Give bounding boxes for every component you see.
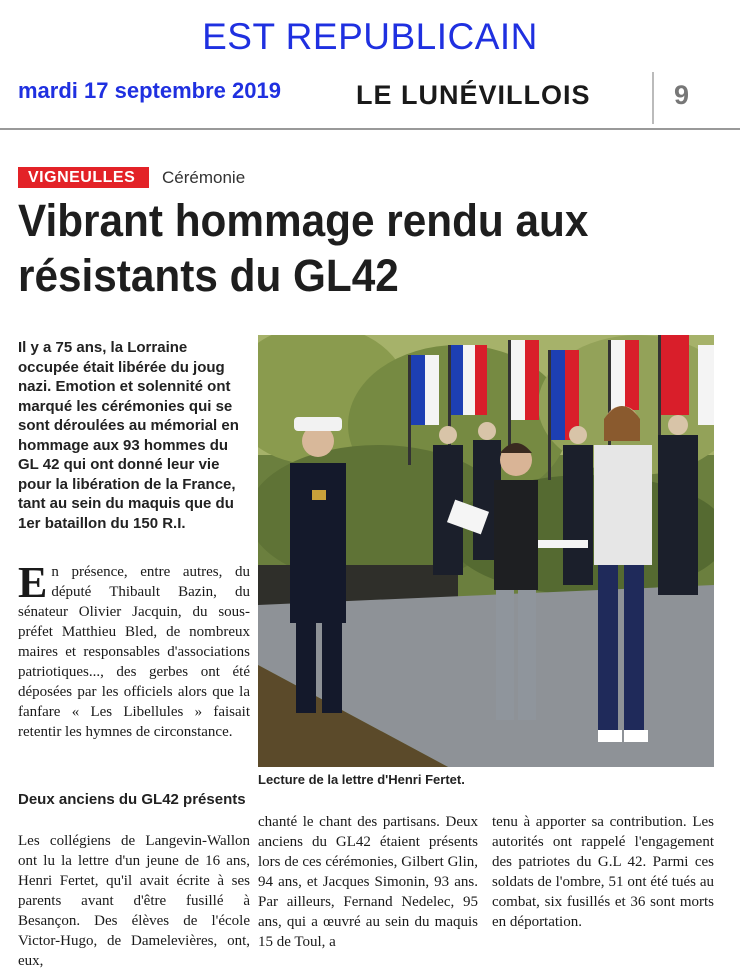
kicker-tag: VIGNEULLES [18,167,149,188]
page-number: 9 [674,80,690,110]
source-title: EST REPUBLICAIN [202,16,538,57]
article-column-2: chanté le chant des partisans. Deux anciens du GL42 étaient présents lors de ces cérémonies, Gilbert Glin, 94 ans, et Jacques Simonin, 93 ans. Par ailleurs, Fernand Nedelec, 95 ans, qui a œuvré au sein du maquis 15 de Toul, a [258,814,478,950]
article-headline: Vibrant hommage rendu aux résistants du GL42 [18,195,589,301]
kicker-label: Cérémonie [162,168,246,187]
article-body-intro [18,558,250,742]
newspaper-name: LE LUNÉVILLOIS [356,80,591,110]
article-column-1: Les collégiens de Langevin-Wallon ont lu la lettre d'un jeune de 16 ans, Henri Fertet, qu'il avait écrite à ses parents avant d'être fusillé à Besançon. Des élèves de l'école Victor-Hugo, de Damelevières, ont, eux, [18,833,250,969]
masthead-rule [0,128,740,130]
drop-cap: E [18,558,48,607]
photo-caption: Lecture de la lettre d'Henri Fertet. [258,772,465,787]
article-column-3: tenu à apporter sa contribution. Les autorités ont rappelé l'engagement des patriotes du G.L 42. Parmi ces soldats de l'ombre, 51 ont été tués au combat, six fusillés et 36 sont morts en déportation. [492,814,714,930]
masthead-divider [652,72,654,124]
body-intro-text: n présence, entre autres, du député Thibault Bazin, du sénateur Olivier Jacquin, du sous-préfet Matthieu Bled, de nombreux maires et responsables d'associations patriotiques..., des gerbes ont été déposées par les officiels alors que la fanfare « Les Libellules » faisait retentir les hymnes de circonstance. [18,564,250,740]
publication-date: mardi 17 septembre 2019 [18,78,281,103]
article-subhead: Deux anciens du GL42 présents [18,791,246,808]
article-lead: Il y a 75 ans, la Lorraine occupée était libérée du joug nazi. Emotion et solennité ont marqué les cérémonies qui se sont déroulées au mémorial en hommage aux 93 hommes du GL 42 qui ont donné leur vie pour la libération de la France, tant au sein du maquis que du 1er bataillon du 150 R.I. [18,339,239,532]
ceremony-photo [258,335,714,767]
